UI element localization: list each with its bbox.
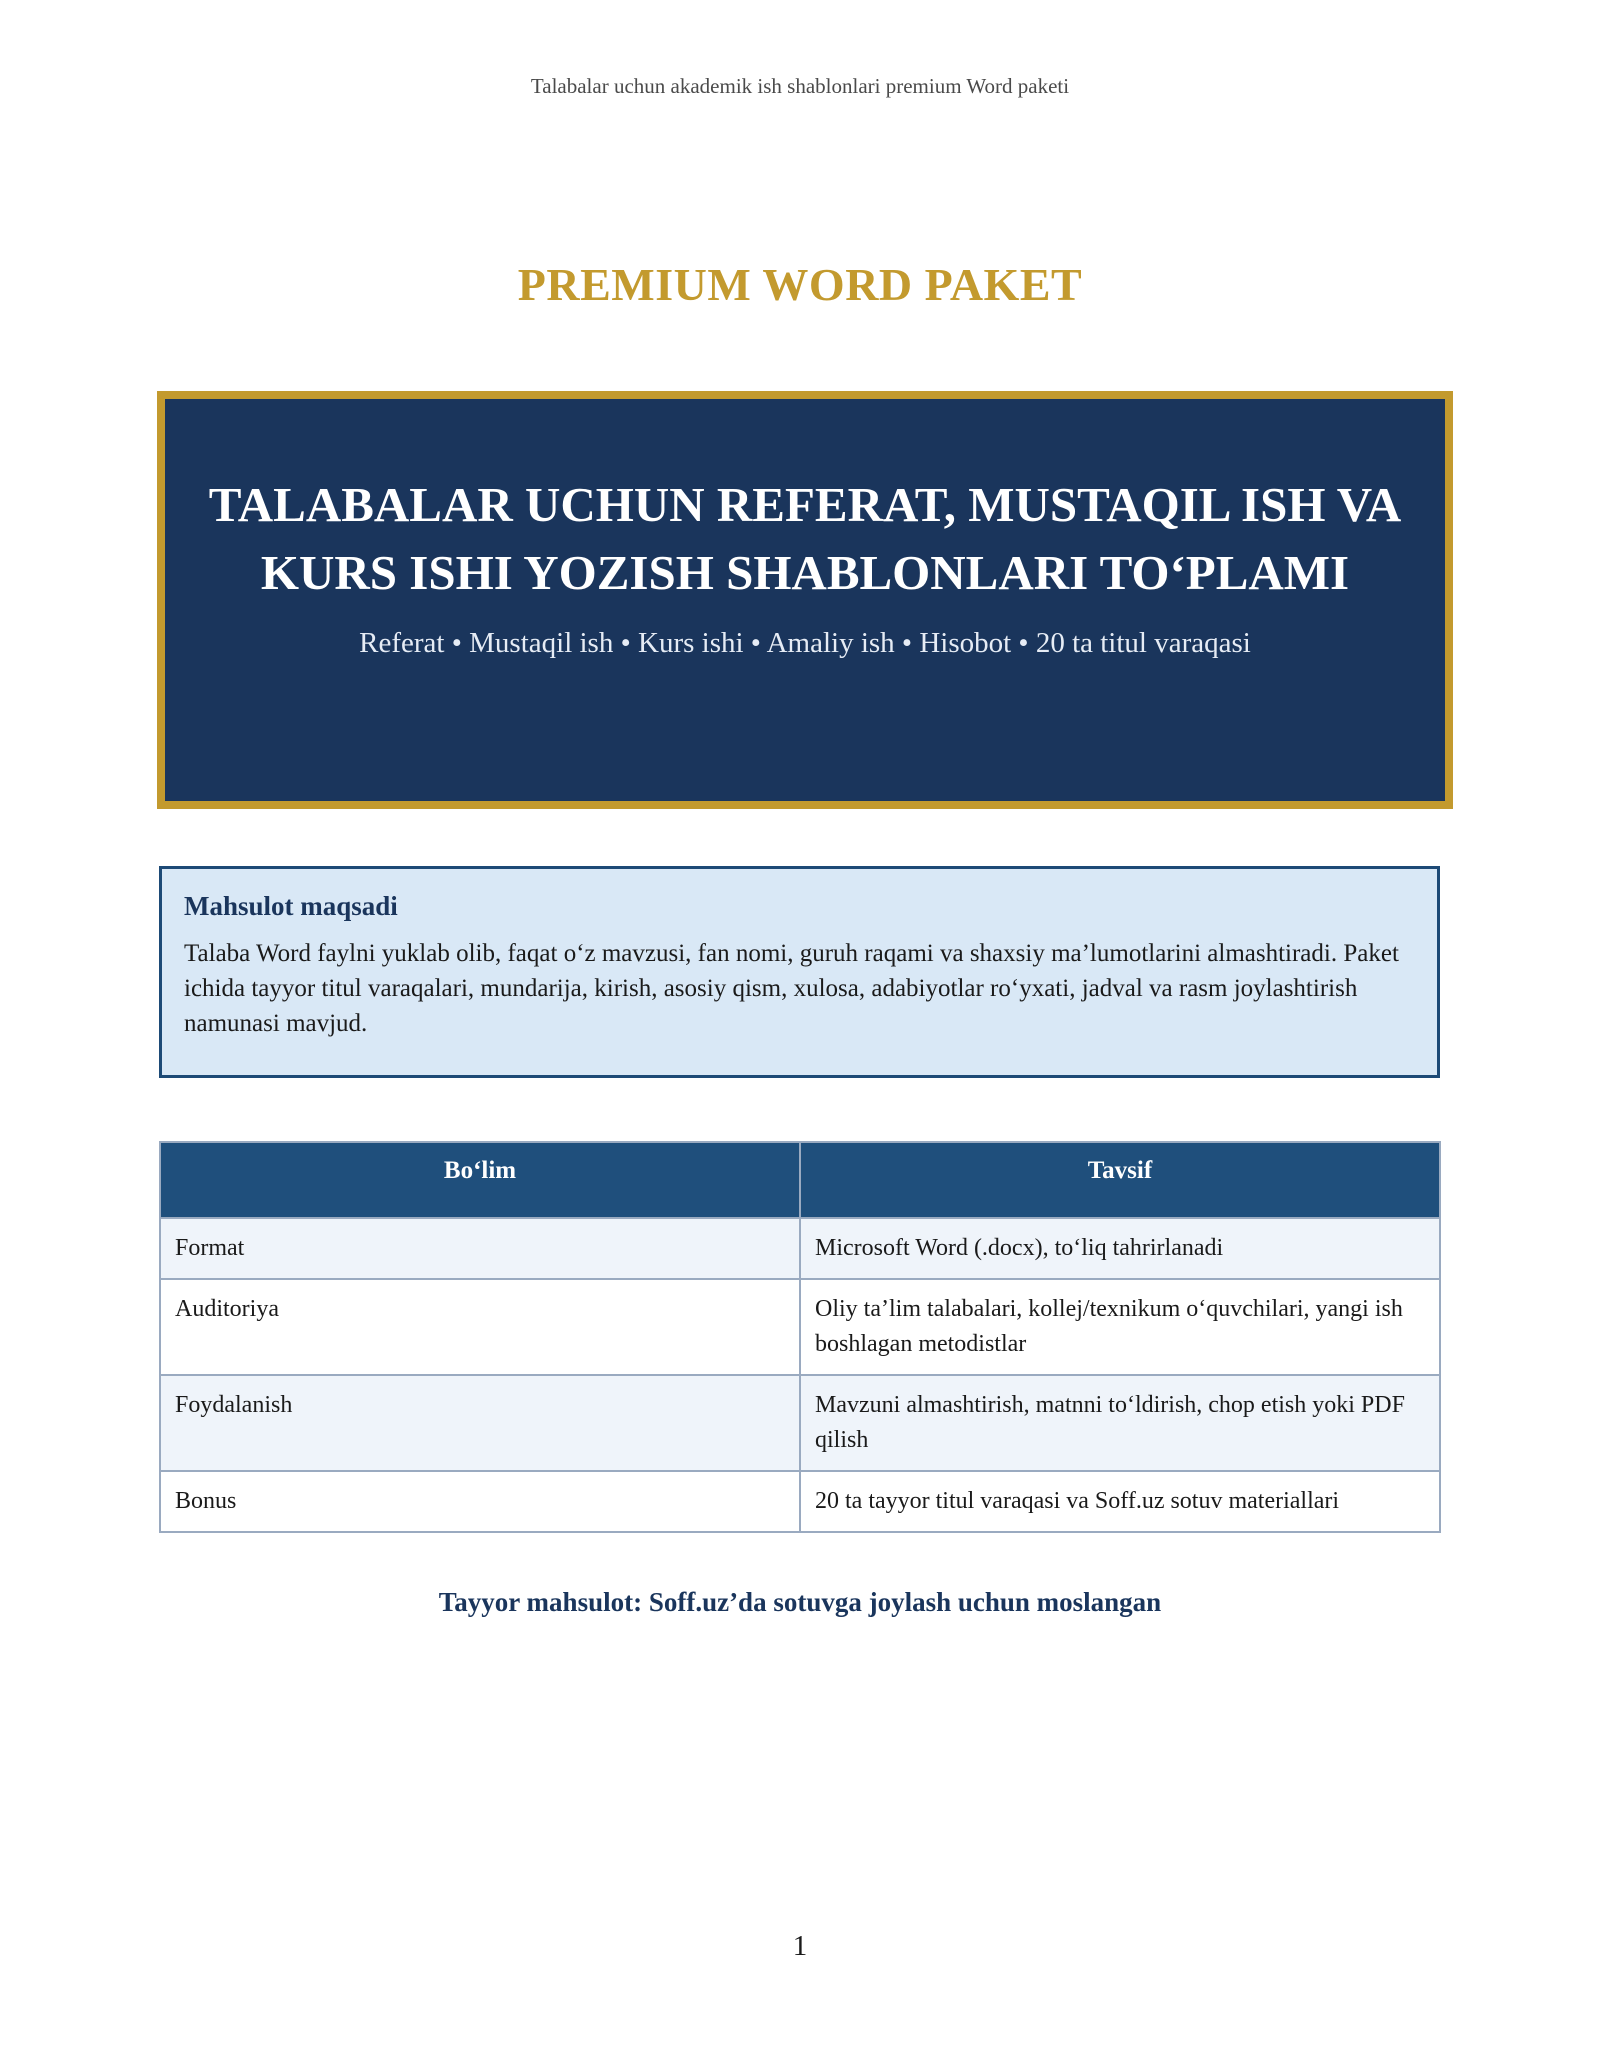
table-cell: 20 ta tayyor titul varaqasi va Soff.uz sotuv materiallari [800, 1471, 1440, 1532]
table-row [160, 1279, 1440, 1375]
table-cell: Auditoriya [160, 1279, 800, 1375]
running-header: Talabalar uchun akademik ish shablonlari premium Word paketi [530, 74, 1070, 98]
purpose-title: Mahsulot maqsadi [184, 891, 398, 921]
table-header-cell: Bo‘lim [160, 1142, 800, 1218]
table-cell: Oliy ta’lim talabalari, kollej/texnikum o‘quvchilari, yangi ish boshlagan metodistlar [800, 1279, 1440, 1375]
hero-title: TALABALAR UCHUN REFERAT, MUSTAQIL ISH VA KURS ISHI YOZISH SHABLONLARI TO‘PLAMI [208, 477, 1402, 600]
table-row [160, 1375, 1440, 1471]
table-cell: Foydalanish [160, 1375, 800, 1471]
page-number: 1 [792, 1930, 808, 1962]
table-cell: Microsoft Word (.docx), to‘liq tahrirlanadi [800, 1218, 1440, 1279]
table-row [160, 1471, 1440, 1532]
kicker-title: PREMIUM WORD PAKET [517, 259, 1083, 310]
table-cell: Format [160, 1218, 800, 1279]
table-header-row [160, 1142, 1440, 1218]
hero-banner [157, 391, 1453, 809]
hero-subtitle: Referat • Mustaqil ish • Kurs ishi • Amaliy ish • Hisobot • 20 ta titul varaqasi [359, 627, 1251, 659]
table-cell: Bonus [160, 1471, 800, 1532]
table-cell: Mavzuni almashtirish, matnni to‘ldirish, chop etish yoki PDF qilish [800, 1375, 1440, 1471]
info-table [159, 1141, 1441, 1533]
purpose-text: Talaba Word faylni yuklab olib, faqat o‘z mavzusi, fan nomi, guruh raqami va shaxsiy ma’lumotlarini almashtiradi. Paket ichida tayyor titul varaqalari, mundarija, kirish, asosiy qism, xulosa, adabiyotlar ro‘yxati, jadval va rasm joylashtirish namunasi mavjud. [184, 940, 1399, 1037]
purpose-callout [159, 866, 1440, 1078]
table-row [160, 1218, 1440, 1279]
table-header-cell: Tavsif [800, 1142, 1440, 1218]
closing-note: Tayyor mahsulot: Soff.uz’da sotuvga joylash uchun moslangan [438, 1587, 1162, 1617]
